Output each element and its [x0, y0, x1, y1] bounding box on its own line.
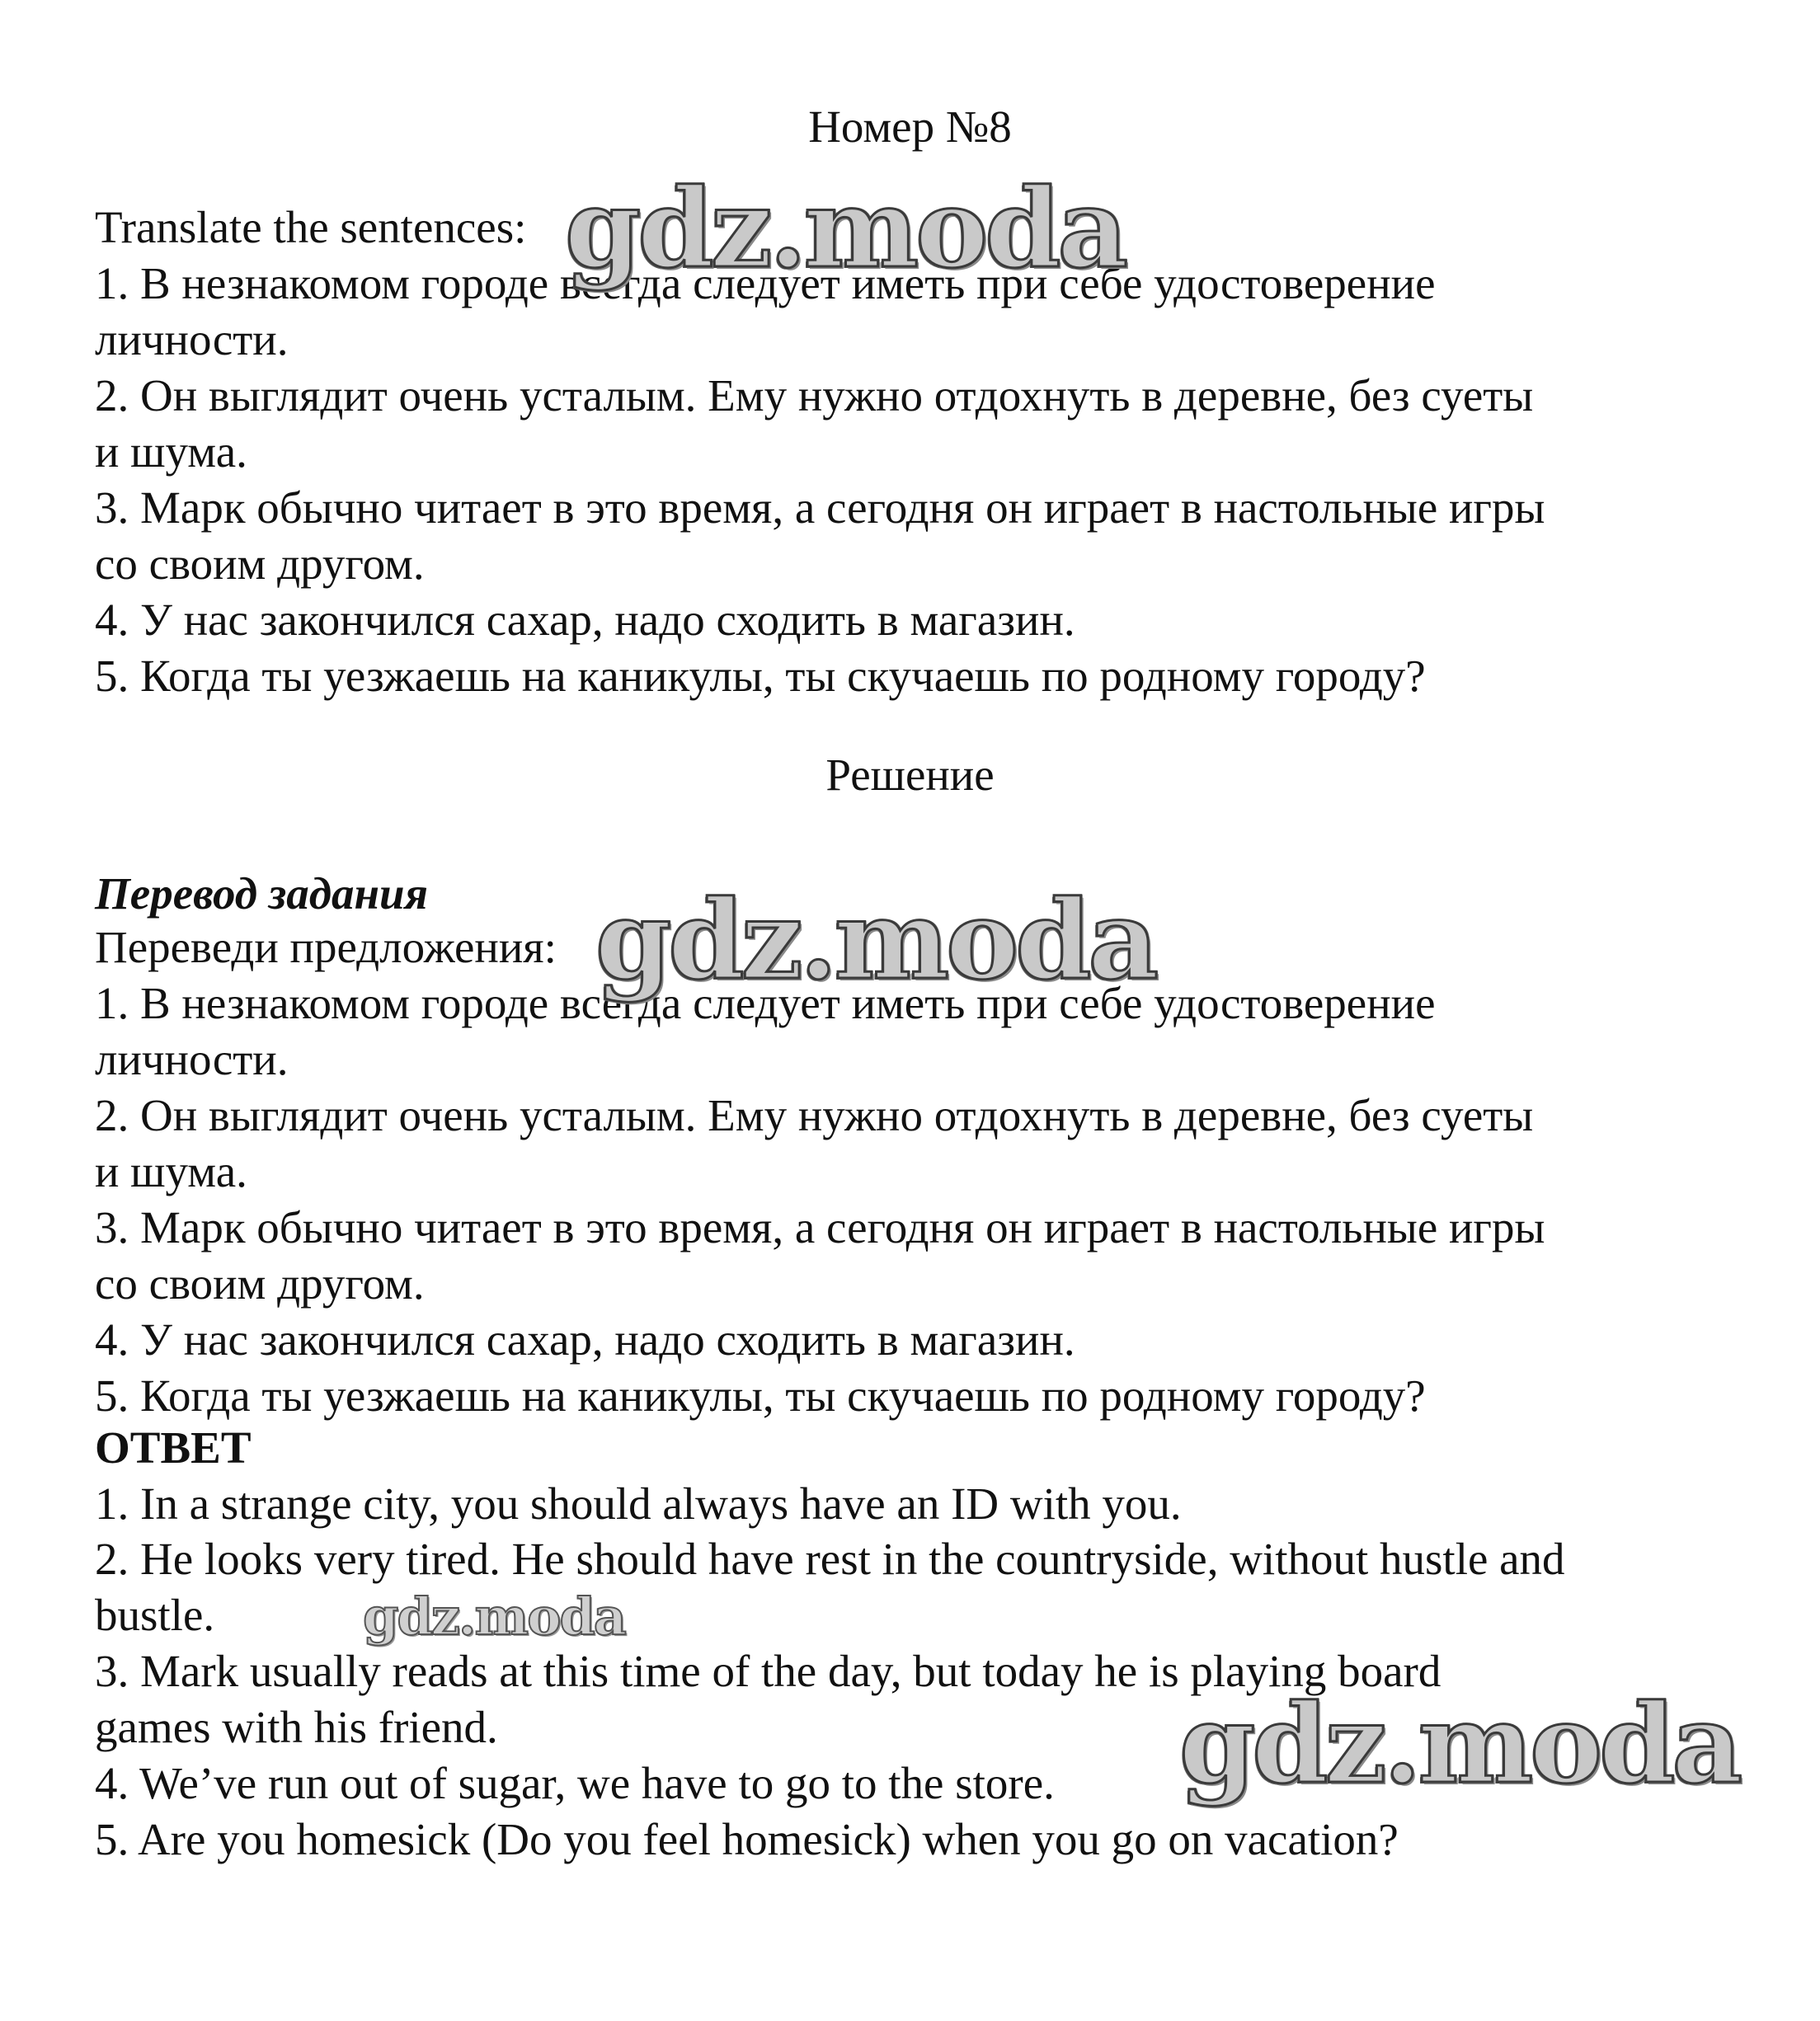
translation-line: 2. Он выглядит очень усталым. Ему нужно отдохнуть в деревне, без суеты	[95, 1090, 1534, 1140]
translation-line: 1. В незнакомом городе всегда следует иметь при себе удостоверение	[95, 978, 1436, 1028]
translation-line: 5. Когда ты уезжаешь на каникулы, ты скучаешь по родному городу?	[95, 1370, 1426, 1421]
task-line: 4. У нас закончился сахар, надо сходить в магазин.	[95, 595, 1075, 645]
translation-line: со своим другом.	[95, 1258, 425, 1309]
task-line: 3. Марк обычно читает в это время, а сегодня он играет в настольные игры	[95, 482, 1545, 533]
answer-heading: ОТВЕТ	[95, 1422, 252, 1473]
watermark-logo: gdz.moda	[363, 1586, 625, 1647]
answer-line: 1. In a strange city, you should always have an ID with you.	[95, 1478, 1182, 1529]
answer-line: 2. He looks very tired. He should have rest in the countryside, without hustle and	[95, 1534, 1565, 1584]
translation-heading: Перевод задания	[95, 868, 428, 919]
task-line: и шума.	[95, 426, 247, 477]
watermark-logo: gdz.moda	[565, 165, 1126, 293]
translation-line: и шума.	[95, 1146, 247, 1196]
watermark-logo: gdz.moda	[1179, 1680, 1740, 1808]
task-instruction: Translate the sentences:	[95, 202, 527, 252]
answer-line: 5. Are you homesick (Do you feel homesick) when you go on vacation?	[95, 1814, 1399, 1864]
answer-line: 3. Mark usually reads at this time of the day, but today he is playing board	[95, 1646, 1441, 1696]
translation-line: 3. Марк обычно читает в это время, а сегодня он играет в настольные игры	[95, 1202, 1545, 1253]
answer-line: bustle.	[95, 1590, 215, 1640]
answer-line: games with his friend.	[95, 1702, 498, 1752]
task-line: 5. Когда ты уезжаешь на каникулы, ты скучаешь по родному городу?	[95, 651, 1426, 701]
task-line: 1. В незнакомом городе всегда следует иметь при себе удостоверение	[95, 258, 1436, 308]
task-line: 2. Он выглядит очень усталым. Ему нужно отдохнуть в деревне, без суеты	[95, 370, 1534, 421]
answer-line: 4. We’ve run out of sugar, we have to go to the store.	[95, 1758, 1055, 1808]
translation-instruction: Переведи предложения:	[95, 922, 557, 972]
task-line: личности.	[95, 314, 289, 364]
task-line: со своим другом.	[95, 538, 425, 589]
translation-line: 4. У нас закончился сахар, надо сходить в магазин.	[95, 1314, 1075, 1365]
watermark-logo: gdz.moda	[595, 877, 1156, 1004]
solution-heading: Решение	[825, 750, 995, 800]
page-title: Номер №8	[808, 101, 1012, 152]
translation-line: личности.	[95, 1034, 289, 1084]
